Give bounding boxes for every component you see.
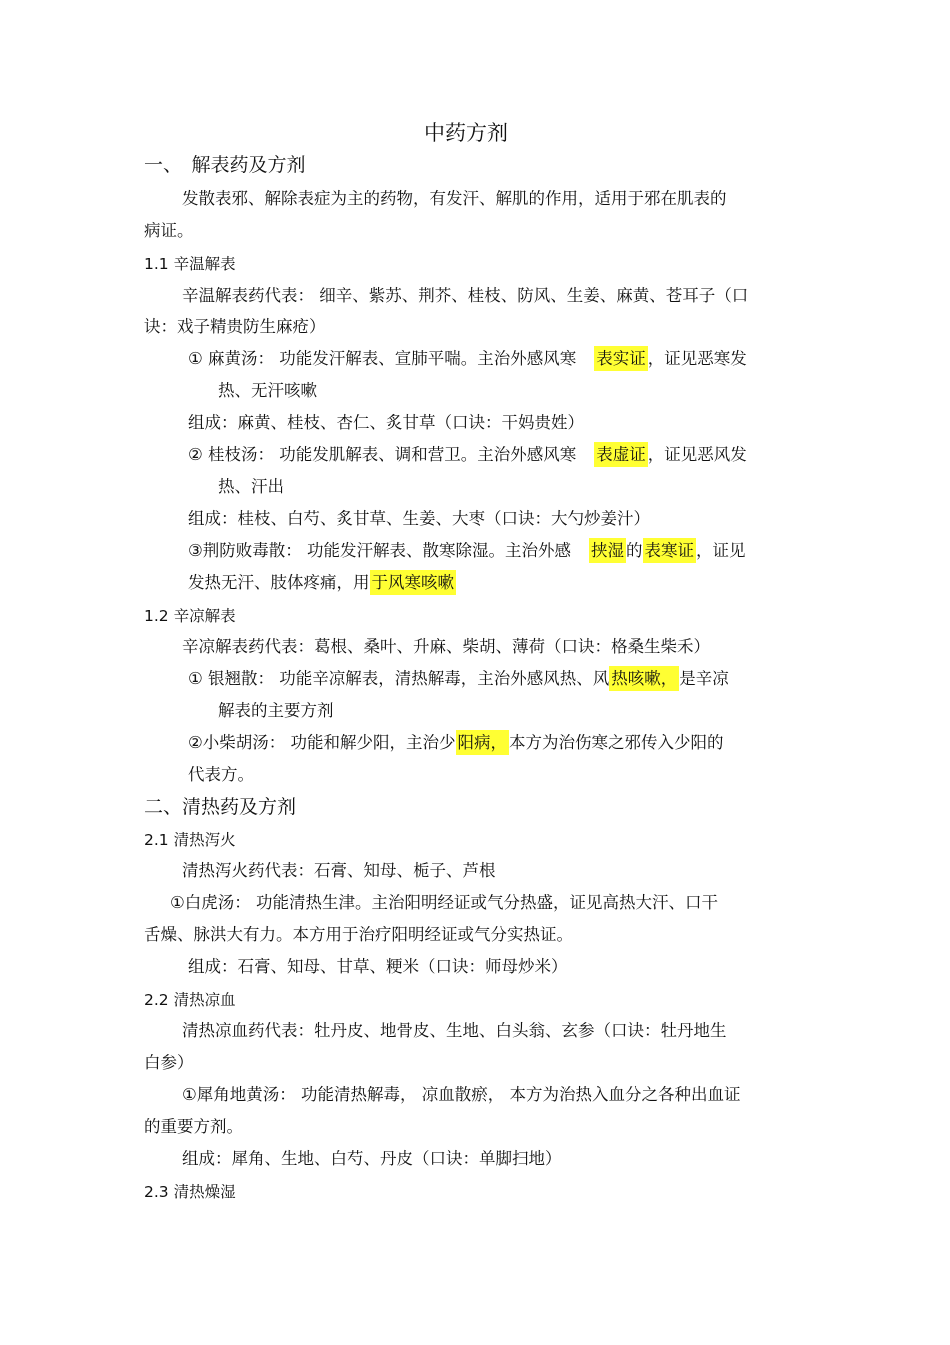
baihu-composition: 组成：石膏、知母、甘草、粳米（口诀：师母炒米） [188, 957, 568, 976]
xijiao-dihuang-composition: 组成：犀角、生地、白芍、丹皮（口诀：单脚扫地） [182, 1149, 562, 1168]
guizhi-composition: 组成：桂枝、白芍、炙甘草、生姜、大枣（口诀：大勺炒姜汁） [188, 509, 650, 528]
baihu-decoction-line-2: 舌燥、脉洪大有力。本方用于治疗阳明经证或气分实热证。 [144, 925, 573, 944]
page-title: 中药方剂 [424, 121, 508, 145]
xinwen-representative-line-2: 诀：戏子精贵防生麻疮） [144, 317, 326, 336]
xinliang-representative: 辛凉解表药代表：葛根、桑叶、升麻、柴胡、薄荷（口诀：格桑生柴禾） [182, 637, 710, 656]
qingre-liangxue-representative-line-1: 清热凉血药代表：牡丹皮、地骨皮、生地、白头翁、玄参（口诀：牡丹地生 [182, 1021, 727, 1040]
guizhi-decoction-line-2: 热、汗出 [218, 477, 284, 496]
subsection-1-1-heading: 1.1 辛温解表 [144, 255, 236, 273]
yinqiao-text-tail: 是辛凉 [679, 669, 729, 688]
subsection-2-1-heading: 2.1 清热泻火 [144, 831, 236, 849]
guizhi-text: ② 桂枝汤： 功能发肌解表、调和营卫。主治外感风寒 [188, 445, 577, 464]
qingre-liangxue-representative-line-2: 白参） [144, 1053, 194, 1072]
section-1-heading: 一、 解表药及方剂 [144, 154, 306, 176]
qingre-xiehuo-representative: 清热泻火药代表：石膏、知母、栀子、芦根 [182, 861, 496, 880]
highlight-fenghan-kesou: 于风寒咳嗽 [370, 570, 457, 595]
jingfang-powder-line-2 [188, 571, 456, 595]
highlight-biaohan: 表寒证 [643, 538, 697, 563]
yinqiao-powder-line-1 [188, 667, 729, 691]
yinqiao-text: ① 银翘散： 功能辛凉解表，清热解毒，主治外感风热、风 [188, 669, 610, 688]
section-1-intro-line-1: 发散表邪、解除表症为主的药物，有发汗、解肌的作用，适用于邪在肌表的 [182, 189, 727, 208]
guizhi-decoction-line-1 [188, 443, 747, 467]
mahuang-composition: 组成：麻黄、桂枝、杏仁、炙甘草（口诀：干妈贵姓） [188, 413, 584, 432]
subsection-2-2-heading: 2.2 清热凉血 [144, 991, 236, 1009]
xiaochaihu-decoction-line-1 [188, 731, 724, 755]
section-1-intro-line-2: 病证。 [144, 221, 194, 240]
jingfang-text-tail: ，证见 [696, 541, 746, 560]
jingfang-line2-text: 发热无汗、肢体疼痛，用 [188, 573, 370, 592]
jingfang-text-de: 的 [626, 541, 643, 560]
xiaochaihu-text: ②小柴胡汤： 功能和解少阳，主治少 [188, 733, 456, 752]
section-2-heading: 二、清热药及方剂 [144, 796, 297, 818]
mahuang-decoction-line-1 [188, 347, 747, 371]
jingfang-text: ③荆防败毒散： 功能发汗解表、散寒除湿。主治外感 [188, 541, 572, 560]
subsection-1-2-heading: 1.2 辛凉解表 [144, 607, 236, 625]
xiaochaihu-text-tail: 本方为治伤寒之邪传入少阳的 [509, 733, 724, 752]
guizhi-text-tail: ，证见恶风发 [647, 445, 747, 464]
xinwen-representative-line-1: 辛温解表药代表： 细辛、紫苏、荆芥、桂枝、防风、生姜、麻黄、苍耳子（口 [182, 286, 749, 305]
jingfang-powder-line-1 [188, 539, 746, 563]
highlight-yangbing: 阳病， [456, 730, 510, 755]
xiaochaihu-decoction-line-2: 代表方。 [188, 765, 254, 784]
baihu-decoction-line-1: ①白虎汤： 功能清热生津。主治阳明经证或气分热盛，证见高热大汗、口干 [170, 893, 719, 912]
highlight-biaoshi: 表实证 [594, 346, 648, 371]
mahuang-text-tail: ，证见恶寒发 [647, 349, 747, 368]
highlight-biaoxu: 表虚证 [594, 442, 648, 467]
highlight-re-kesou: 热咳嗽， [609, 666, 679, 691]
subsection-2-3-heading: 2.3 清热燥湿 [144, 1183, 236, 1201]
highlight-jiashi: 挟湿 [589, 538, 626, 563]
xijiao-dihuang-line-1: ①犀角地黄汤： 功能清热解毒， 凉血散瘀， 本方为治热入血分之各种出血证 [182, 1085, 741, 1104]
mahuang-decoction-line-2: 热、无汗咳嗽 [218, 381, 317, 400]
xijiao-dihuang-line-2: 的重要方剂。 [144, 1117, 243, 1136]
yinqiao-powder-line-2: 解表的主要方剂 [218, 701, 334, 720]
mahuang-text: ① 麻黄汤： 功能发汗解表、宣肺平喘。主治外感风寒 [188, 349, 577, 368]
